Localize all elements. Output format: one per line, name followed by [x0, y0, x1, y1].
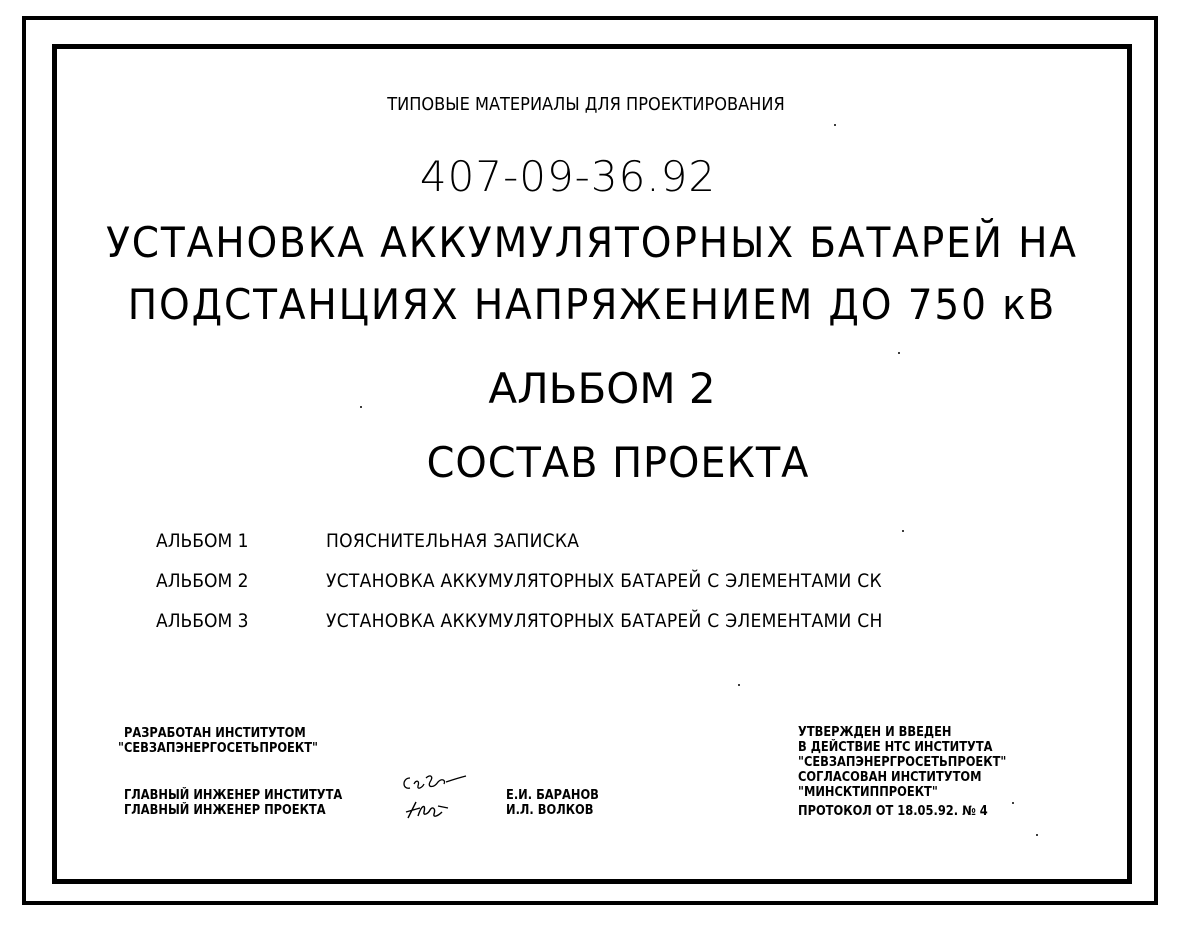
signature-chief-engineer-project: [402, 798, 454, 822]
composition-heading: СОСТАВ ПРОЕКТА: [426, 438, 810, 487]
album-number: АЛЬБОМ 2: [488, 364, 716, 413]
composition-album-title: УСТАНОВКА АККУМУЛЯТОРНЫХ БАТАРЕЙ С ЭЛЕМЕНТАМИ СК: [326, 570, 882, 592]
signatory-name: И.Л. ВОЛКОВ: [506, 803, 594, 818]
scan-speck: [738, 684, 740, 686]
scan-speck: [898, 352, 900, 354]
composition-album-label: АЛЬБОМ 3: [156, 610, 249, 632]
document-title-line-1: УСТАНОВКА АККУМУЛЯТОРНЫХ БАТАРЕЙ НА: [106, 218, 1078, 267]
developer-label: РАЗРАБОТАН ИНСТИТУТОМ: [124, 726, 306, 741]
approval-line: СОГЛАСОВАН ИНСТИТУТОМ: [798, 770, 982, 785]
scan-speck: [834, 124, 836, 126]
signature-chief-engineer-institute: [400, 772, 470, 798]
signatory-name: Е.И. БАРАНОВ: [506, 788, 599, 803]
scan-speck: [1036, 834, 1038, 836]
composition-album-label: АЛЬБОМ 2: [156, 570, 249, 592]
scan-speck: [360, 406, 362, 408]
approval-line: "МИНСКТИППРОЕКТ": [798, 785, 938, 800]
approval-line: "СЕВЗАПЭНЕРГРОСЕТЬПРОЕКТ": [798, 755, 1007, 770]
developer-name: "СЕВЗАПЭНЕРГОСЕТЬПРОЕКТ": [118, 741, 318, 756]
series-caption: ТИПОВЫЕ МАТЕРИАЛЫ ДЛЯ ПРОЕКТИРОВАНИЯ: [387, 94, 785, 115]
document-code: 407-09-36.92: [419, 152, 717, 201]
approval-line: В ДЕЙСТВИЕ НТС ИНСТИТУТА: [798, 740, 993, 755]
signatory-role: ГЛАВНЫЙ ИНЖЕНЕР ПРОЕКТА: [124, 803, 326, 818]
composition-album-title: УСТАНОВКА АККУМУЛЯТОРНЫХ БАТАРЕЙ С ЭЛЕМЕНТАМИ СН: [326, 610, 883, 632]
scan-speck: [1012, 802, 1014, 804]
approval-line: УТВЕРЖДЕН И ВВЕДЕН: [798, 725, 952, 740]
composition-album-title: ПОЯСНИТЕЛЬНАЯ ЗАПИСКА: [326, 530, 580, 552]
signatory-role: ГЛАВНЫЙ ИНЖЕНЕР ИНСТИТУТА: [124, 788, 343, 803]
document-title-line-2: ПОДСТАНЦИЯХ НАПРЯЖЕНИЕМ ДО 750 кВ: [127, 280, 1057, 329]
approval-protocol: ПРОТОКОЛ ОТ 18.05.92. № 4: [798, 804, 988, 819]
composition-album-label: АЛЬБОМ 1: [156, 530, 249, 552]
scan-speck: [902, 530, 904, 532]
